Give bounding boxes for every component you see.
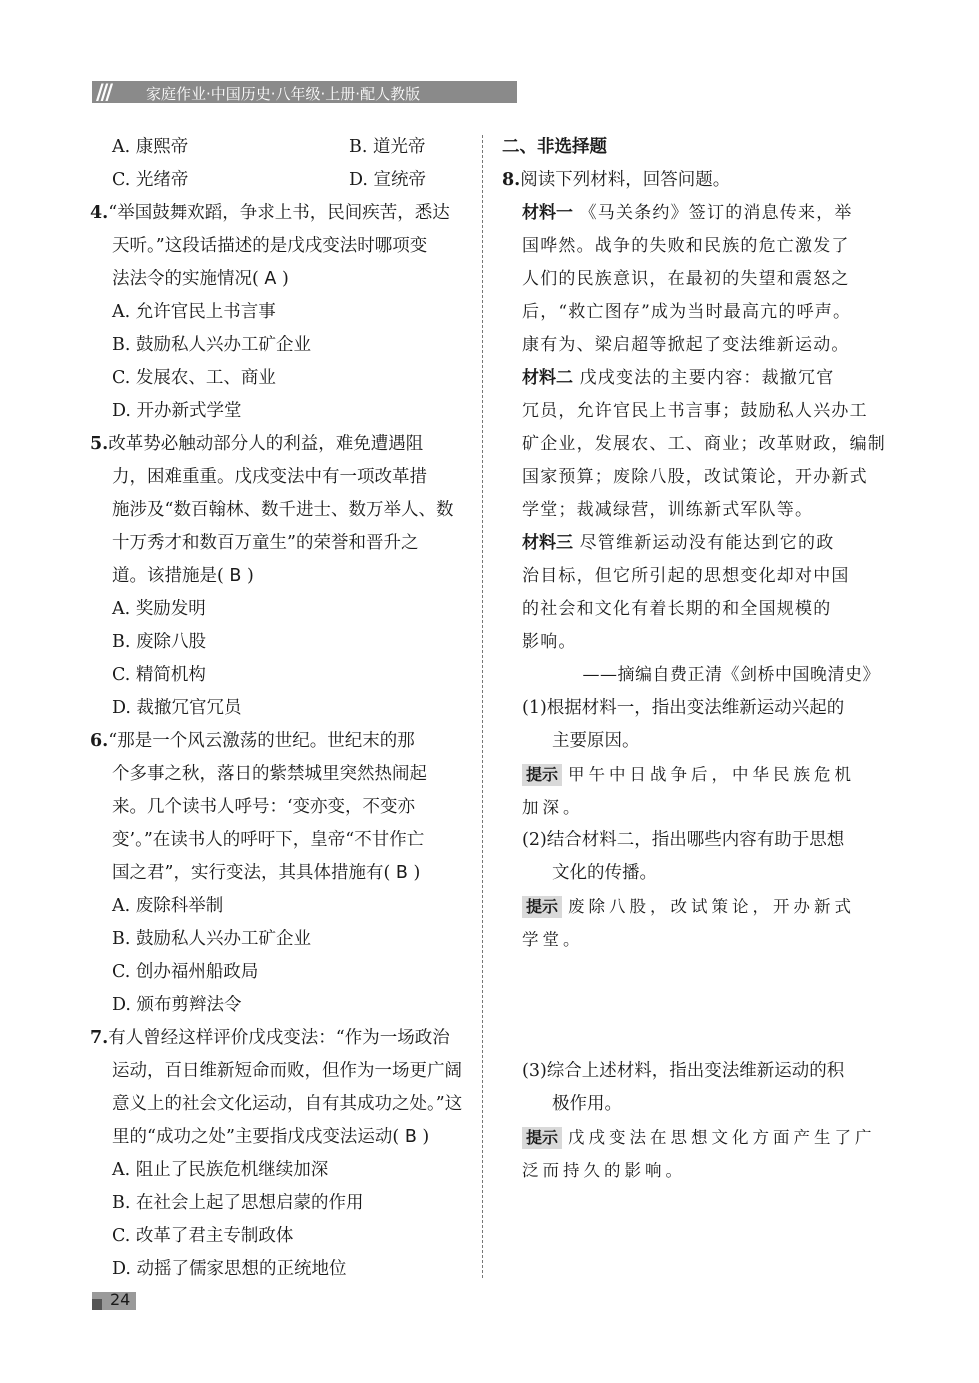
q6-answer-letter: B (395, 863, 408, 883)
material-3-label: 材料三 (522, 533, 573, 553)
q4-close-paren: ) (281, 269, 289, 289)
q4-number: 4. (90, 203, 109, 223)
q5-answer (224, 566, 247, 586)
sub-question-1-cont: 主要原因。 (552, 731, 640, 751)
material-line: 的社会和文化有着长期的和全国规模的 (522, 599, 832, 619)
q4-stem-text: “举国鼓舞欢蹈，争求上书，民间疾苦，悉达 (108, 203, 450, 223)
q5-answer-letter: B (229, 566, 242, 586)
q3-options-row-1 (90, 131, 470, 164)
material-2-label: 材料二 (522, 368, 573, 388)
q5-stem-line: 十万秀才和数百万童生”的荣誉和晋升之 (112, 533, 419, 553)
q4-answer (259, 269, 282, 289)
q7-stem-line (90, 1022, 470, 1055)
right-column (502, 131, 884, 1187)
q3-option-d: D. 宣统帝 (349, 170, 427, 190)
hint-tag: 提示 (522, 1127, 562, 1149)
material-line: 矿企业，发展农、工、商业；改革财政，编制 (522, 434, 886, 454)
hint-line: 学堂。 (522, 930, 584, 949)
q7-stem-text: 有人曾经这样评价戊戌变法：“作为一场政治 (108, 1028, 450, 1048)
material-1-label: 材料一 (522, 203, 573, 223)
material-line (522, 362, 884, 395)
q4-stem-line (90, 263, 470, 296)
material-line: 国家预算；废除八股，改试策论，开办新式 (522, 467, 868, 487)
q4-stem-text: 法法令的实施情况( (112, 269, 259, 289)
q8-prompt-line (502, 164, 884, 197)
q6-stem-text: “那是一个风云激荡的世纪。世纪末的那 (108, 731, 415, 751)
q5-option-b: B. 废除八股 (112, 632, 206, 652)
material-line: 治目标，但它所引起的思想变化却对中国 (522, 566, 850, 586)
q6-option-d: D. 颁布剪辫法令 (112, 995, 242, 1015)
q7-stem-line (90, 1121, 470, 1154)
material-line: 影响。 (522, 632, 577, 652)
material-source: ——摘编自费正清《剑桥中国晚清史》 (582, 665, 880, 685)
q4-answer-letter: A (264, 269, 277, 289)
material-text: 尽管维新运动没有能达到它的政 (579, 533, 835, 553)
page-number-tab-mark (92, 1299, 102, 1310)
page-number: 24 (110, 1290, 131, 1309)
q5-close-paren: ) (247, 566, 254, 586)
material-line: 人们的民族意识，在最初的失望和震怒之 (522, 269, 850, 289)
q4-stem-line: 天听。”这段话描述的是戊戌变法时哪项变 (112, 236, 428, 256)
hint-line: 加深。 (522, 798, 584, 817)
q4-option-a: A. 允许官民上书言事 (112, 302, 276, 322)
q5-stem-text: 改革势必触动部分人的利益，难免遭遇阻 (108, 434, 424, 454)
q4-option-c: C. 发展农、工、商业 (112, 368, 276, 388)
section-title: 二、非选择题 (502, 137, 607, 157)
q7-answer (399, 1127, 422, 1147)
material-text: 《马关条约》签订的消息传来，举 (579, 203, 853, 223)
material-line (522, 197, 884, 230)
q4-option-d: D. 开办新式学堂 (112, 401, 242, 421)
q5-stem-line (90, 560, 470, 593)
hint-tag: 提示 (522, 896, 562, 918)
q6-stem-line (90, 857, 470, 890)
sub-question-3: (3)综合上述材料，指出变法维新运动的积 (522, 1061, 845, 1081)
header-title: 家庭作业·中国历史·八年级·上册·配人教版 (146, 85, 421, 103)
sub-question-2-cont: 文化的传播。 (552, 863, 657, 883)
q8-number: 8. (502, 170, 521, 190)
q5-option-d: D. 裁撤冗官冗员 (112, 698, 242, 718)
hint-text: 废除八股，改试策论，开办新式 (568, 897, 856, 916)
material-1 (502, 197, 884, 362)
q7-stem-text: 里的“成功之处”主要指戊戌变法运动( (112, 1127, 400, 1147)
material-line (522, 527, 884, 560)
q3-options-row-2 (90, 164, 470, 197)
left-column (90, 131, 470, 1286)
q3-option-b: B. 道光帝 (349, 137, 426, 157)
sub-question-2: (2)结合材料二，指出哪些内容有助于思想 (522, 830, 845, 850)
q5-stem-line (90, 428, 470, 461)
material-line: 冗员，允许官民上书言事；鼓励私人兴办工 (522, 401, 868, 421)
q8-prompt: 阅读下列材料，回答问题。 (520, 170, 731, 190)
q6-option-b: B. 鼓励私人兴办工矿企业 (112, 929, 311, 949)
q6-option-c: C. 创办福州船政局 (112, 962, 259, 982)
hint-line: 泛而持久的影响。 (522, 1161, 686, 1180)
q5-option-a: A. 奖励发明 (112, 599, 206, 619)
material-line: 康有为、梁启超等掀起了变法维新运动。 (522, 335, 850, 355)
q7-option-b: B. 在社会上起了思想启蒙的作用 (112, 1193, 364, 1213)
q6-number: 6. (90, 731, 109, 751)
q7-stem-line: 运动，百日维新短命而败，但作为一场更广阔 (112, 1061, 462, 1081)
q6-option-a: A. 废除科举制 (112, 896, 224, 916)
q6-stem-line: 变’。”在读书人的呼吁下，皇帝“不甘作亡 (112, 830, 425, 850)
q6-stem-line: 来。几个读书人呼号：‘变亦变，不变亦 (112, 797, 416, 817)
sub-question-3-cont: 极作用。 (552, 1094, 622, 1114)
material-text: 戊戌变法的主要内容：裁撤冗官 (579, 368, 835, 388)
hint-text: 戊戌变法在思想文化方面产生了广 (568, 1128, 876, 1147)
hint-3 (502, 1121, 884, 1187)
q5-stem-text: 道。该措施是( (112, 566, 224, 586)
q4-option-b: B. 鼓励私人兴办工矿企业 (112, 335, 311, 355)
q5-stem-line: 施涉及“数百翰林、数千进士、数万举人、数 (112, 500, 454, 520)
q7-stem-line: 意义上的社会文化运动，自有其成功之处。”这 (112, 1094, 463, 1114)
hint-line (522, 1121, 884, 1154)
q6-stem-text: 国之君”，实行变法，其具体措施有( (112, 863, 391, 883)
material-2 (502, 362, 884, 527)
q7-close-paren: ) (422, 1127, 430, 1147)
hint-line (522, 758, 884, 791)
q5-option-c: C. 精简机构 (112, 665, 206, 685)
hint-tag: 提示 (522, 764, 562, 786)
q3-option-a: A. 康熙帝 (112, 137, 189, 157)
q7-number: 7. (90, 1028, 109, 1048)
answer-space (502, 956, 884, 1055)
material-line: 学堂；裁减绿营，训练新式军队等。 (522, 500, 814, 520)
column-divider (482, 135, 483, 1278)
hint-2 (502, 890, 884, 956)
q7-answer-letter: B (404, 1127, 417, 1147)
q7-option-d: D. 动摇了儒家思想的正统地位 (112, 1259, 347, 1279)
q5-number: 5. (90, 434, 109, 454)
sub-question-1: (1)根据材料一，指出变法维新运动兴起的 (522, 698, 845, 718)
material-line: 国哗然。战争的失败和民族的危亡激发了 (522, 236, 850, 256)
q6-answer (390, 863, 413, 883)
q5-stem-line: 力，困难重重。戊戌变法中有一项改革措 (112, 467, 427, 487)
hint-line (522, 890, 884, 923)
q7-option-a: A. 阻止了民族危机继续加深 (112, 1160, 329, 1180)
q3-option-c: C. 光绪帝 (112, 170, 189, 190)
q6-stem-line (90, 725, 470, 758)
q6-stem-line: 个多事之秋，落日的紫禁城里突然热闹起 (112, 764, 427, 784)
header-slash-icon: /// (96, 80, 111, 104)
q7-option-c: C. 改革了君主专制政体 (112, 1226, 294, 1246)
hint-text: 甲午中日战争后，中华民族危机 (568, 765, 856, 784)
q6-close-paren: ) (413, 863, 421, 883)
material-line: 后，“救亡图存”成为当时最高亢的呼声。 (522, 302, 852, 322)
q4-stem-line (90, 197, 470, 230)
hint-1 (502, 758, 884, 824)
material-3 (502, 527, 884, 659)
